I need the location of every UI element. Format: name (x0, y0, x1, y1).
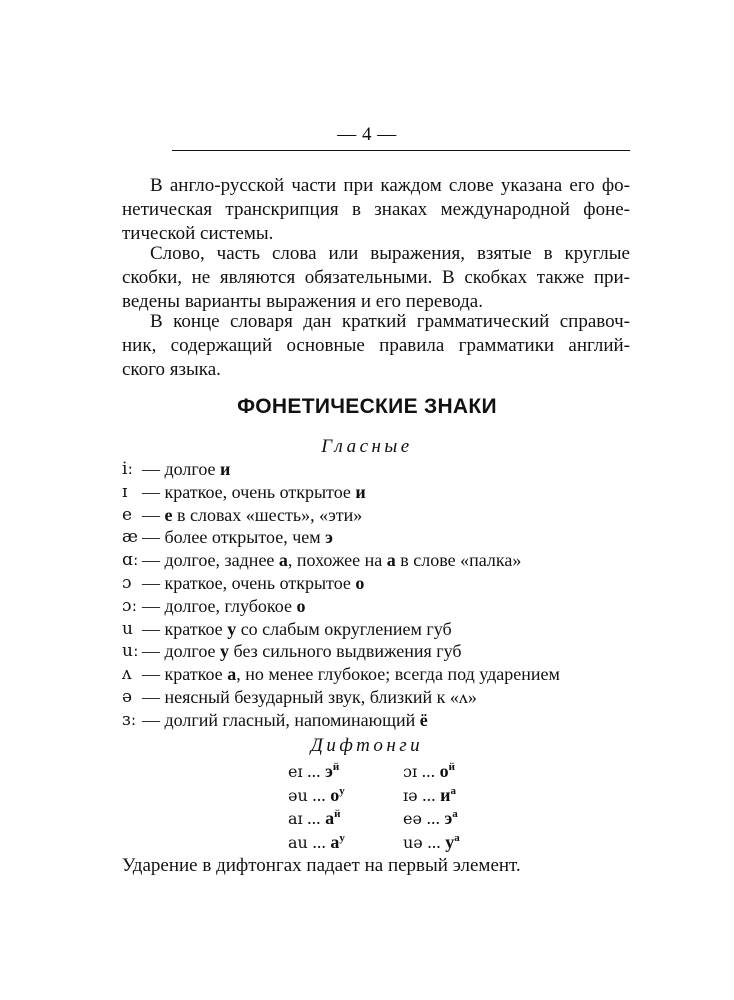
russian-letter: о (439, 761, 449, 781)
diphthong-item: aɪ ... $а^й$ (288, 808, 341, 828)
vowel-row (122, 709, 634, 732)
vowel-description: — долгое у без сильного выдвижения губ (142, 641, 462, 662)
russian-letter: и (440, 784, 451, 805)
russian-letter: а (386, 550, 396, 571)
vowel-description: — долгое и (142, 459, 231, 479)
glide-superscript: у (339, 784, 345, 797)
header-rule (172, 150, 630, 151)
russian-letter: а (227, 664, 237, 685)
phonetic-symbol: ɔɪ (403, 762, 418, 781)
vowel-row (122, 549, 634, 572)
diphthongs-table (288, 760, 528, 854)
russian-letter: э (325, 527, 333, 548)
russian-letter: ё (419, 709, 428, 730)
vowel-row (122, 640, 634, 663)
diphthong-row (288, 760, 528, 784)
russian-letter: у (227, 618, 237, 639)
diphthongs-heading: Дифтонги (310, 735, 424, 756)
russian-letter: о (296, 595, 306, 616)
russian-letter: а (278, 550, 288, 571)
vowel-description: — краткое, очень открытое и (142, 481, 366, 502)
glide-superscript: у (339, 831, 345, 844)
diphthong-item: əu ... $о^у$ (288, 784, 345, 805)
diphthong-item: uə ... $у^а$ (403, 831, 460, 852)
glide-superscript: а (454, 831, 460, 844)
phonetic-symbol: ɔ (122, 572, 132, 593)
phonetic-symbol: ə (122, 686, 133, 707)
phonetic-symbol: ɪə (403, 785, 418, 805)
paragraph-line: нетическая транскрипция в знаках международной фоне- (122, 199, 630, 220)
phonetic-symbol: ɜː (122, 709, 137, 730)
russian-letter: а (325, 808, 335, 828)
paragraph-line: В конце словаря дан краткий грамматический справоч- (150, 311, 630, 332)
paragraph-line: ведены варианты выражения и его перевода. (122, 291, 483, 312)
vowel-description: — е в словах «шесть», «эти» (142, 504, 363, 525)
intro-paragraph-2 (122, 242, 630, 314)
page-number: — 4 — (337, 124, 397, 145)
vowel-description: — краткое у со слабым округлением губ (142, 618, 452, 639)
paragraph-line: ник, содержащий основные правила грамматики англий- (122, 335, 630, 356)
vowel-description: — более открытое, чем э (142, 527, 333, 548)
russian-letter: е (164, 504, 173, 525)
vowels-list (122, 458, 634, 732)
diphthong-row (288, 831, 528, 855)
phonetic-symbol: æ (122, 527, 138, 548)
diphthong-item: ɪə ... $и^а$ (403, 784, 456, 805)
diphthong-item: eɪ ... $э^й$ (288, 761, 340, 781)
diphthong-item: eə ... $э^а$ (403, 808, 458, 828)
paragraph-line: скобки, не являются обязательными. В скобках также при- (122, 267, 630, 288)
paragraph-line: Слово, часть слова или выражения, взятые в круглые (150, 243, 630, 264)
russian-letter: и (220, 459, 231, 479)
vowel-description: — долгое, заднее а, похожее на а в слове «палка» (142, 550, 522, 571)
phonetic-symbol: uː (122, 641, 139, 662)
intro-paragraph-1 (122, 174, 630, 246)
phonetic-symbol: ɔː (122, 595, 138, 616)
vowel-row (122, 458, 634, 481)
vowel-row (122, 663, 634, 686)
russian-letter: о (330, 784, 340, 805)
russian-letter: а (330, 831, 340, 852)
paragraph-line: тической системы. (122, 223, 274, 244)
vowel-description: — краткое, очень открытое о (142, 572, 365, 593)
phonetic-symbol: u (122, 618, 133, 639)
vowel-row (122, 572, 634, 595)
glide-superscript: й (448, 761, 455, 773)
section-title: ФОНЕТИЧЕСКИЕ ЗНАКИ (237, 395, 497, 418)
vowel-description: — долгий гласный, напоминающий ё (142, 709, 428, 730)
vowel-row (122, 618, 634, 641)
vowel-row (122, 504, 634, 527)
phonetic-symbol: ɪ (122, 481, 128, 502)
vowel-row (122, 595, 634, 618)
glide-superscript: й (334, 808, 341, 820)
diphthong-item: ɔɪ ... $о^й$ (403, 761, 455, 781)
stress-note: Ударение в дифтонгах падает на первый элемент. (122, 855, 521, 876)
vowel-description: — неясный безударный звук, близкий к «ʌ» (142, 686, 477, 707)
glide-superscript: й (332, 761, 340, 773)
russian-letter: э (444, 808, 453, 828)
russian-letter: о (355, 572, 365, 593)
vowel-row (122, 526, 634, 549)
phonetic-symbol: e (122, 504, 133, 525)
diphthong-row (288, 784, 528, 808)
vowels-heading: Гласные (321, 436, 413, 457)
phonetic-symbol: iː (122, 459, 134, 479)
phonetic-symbol: əu (288, 785, 308, 805)
phonetic-symbol: au (288, 832, 308, 852)
paragraph-line: В англо-русской части при каждом слове указана его фо- (150, 175, 630, 196)
diphthong-item: au ... $а^у$ (288, 831, 345, 852)
vowel-description: — краткое а, но менее глубокое; всегда под ударением (142, 664, 560, 685)
glide-superscript: а (452, 808, 458, 820)
diphthong-row (288, 807, 528, 831)
russian-letter: и (355, 481, 366, 502)
paragraph-line: ского языка. (122, 359, 221, 380)
vowel-row (122, 481, 634, 504)
russian-letter: у (220, 641, 230, 662)
russian-letter: у (445, 831, 455, 852)
glide-superscript: а (450, 784, 456, 797)
intro-paragraph-3 (122, 310, 630, 382)
vowel-description: — долгое, глубокое о (142, 595, 306, 616)
russian-letter: э (325, 761, 333, 781)
phonetic-symbol: ʌ (122, 664, 132, 685)
phonetic-symbol: eə (403, 809, 422, 828)
phonetic-symbol: aɪ (288, 809, 303, 828)
vowel-row (122, 686, 634, 709)
phonetic-symbol: uə (403, 832, 423, 852)
phonetic-symbol: eɪ (288, 762, 303, 781)
phonetic-symbol: ɑː (122, 550, 139, 571)
